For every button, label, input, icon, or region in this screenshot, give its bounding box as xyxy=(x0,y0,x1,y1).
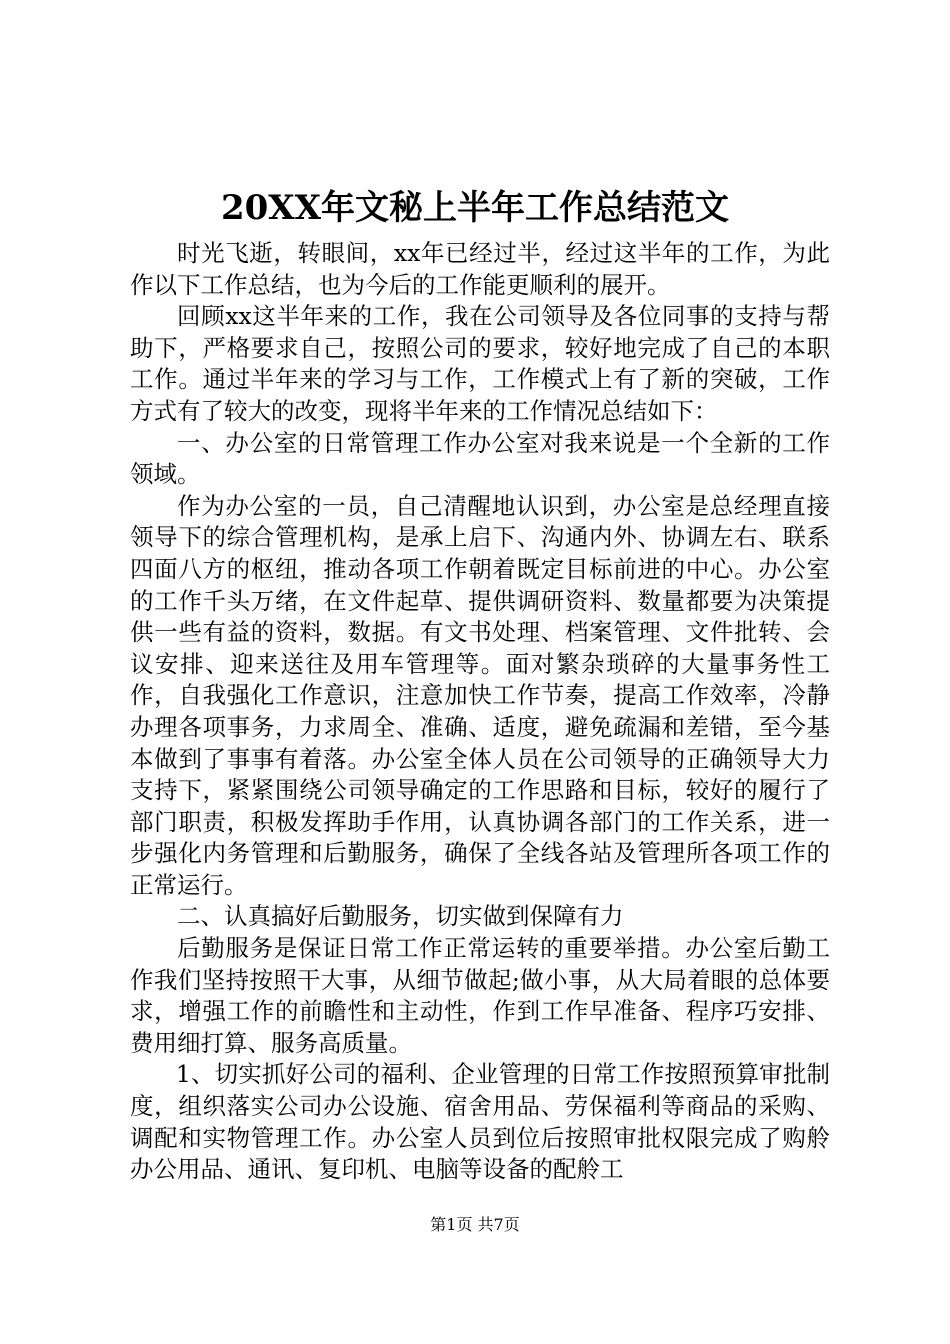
section-heading-logistics: 二、认真搞好后勤服务，切实做到保障有力 xyxy=(177,902,624,931)
document-title: 20XX年文秘上半年工作总结范文 xyxy=(220,188,730,228)
paragraph-review: 回顾xx这半年来的工作，我在公司领导及各位同事的支持与帮助下，严格要求自己，按照公司的要求，较好地完成了自己的本职工作。通过半年来的学习与工作，工作模式上有了新的突破，工作方式有了较大的改变，现将半年来的工作情况总结如下： xyxy=(130,302,830,425)
document-body xyxy=(130,238,830,1186)
paragraph-intro: 时光飞逝，转眼间，xx年已经过半，经过这半年的工作，为此作以下工作总结，也为今后的工作能更顺利的展开。 xyxy=(130,239,830,299)
paragraph-office-role: 作为办公室的一员，自己清醒地认识到，办公室是总经理直接领导下的综合管理机构，是承上启下、沟通内外、协调左右、联系四面八方的枢纽，推动各项工作朝着既定目标前进的中心。办公室的工作千头万绪，在文件起草、提供调研资料、数量都要为决策提供一些有益的资料，数据。有文书处理、档案管理、文件批转、会议安排、迎来送往及用车管理等。面对繁杂琐碎的大量事务性工作，自我强化工作意识，注意加快工作节奏，提高工作效率，冷静办理各项事务，力求周全、准确、适度，避免疏漏和差错，至今基本做到了事事有着落。办公室全体人员在公司领导的正确领导大力支持下，紧紧围绕公司领导确定的工作思路和目标，较好的履行了部门职责，积极发挥助手作用，认真协调各部门的工作关系，进一步强化内务管理和后勤服务，确保了全线各站及管理所各项工作的正常运行。 xyxy=(130,491,830,899)
paragraph-logistics: 后勤服务是保证日常工作正常运转的重要举措。办公室后勤工作我们坚持按照干大事，从细节做起;做小事，从大局着眼的总体要求，增强工作的前瞻性和主动性，作到工作早准备、程序巧安排、费用细打算、服务高质量。 xyxy=(130,934,830,1057)
section-heading-office-management: 一、办公室的日常管理工作办公室对我来说是一个全新的工作领域。 xyxy=(130,428,830,489)
list-item-welfare: 1、切实抓好公司的福利、企业管理的日常工作按照预算审批制度，组织落实公司办公设施、宿舍用品、劳保福利等商品的采购、调配和实物管理工作。办公室人员到位后按照审批权限完成了购舲办公用品、通讯、复印机、电脑等设备的配舲工 xyxy=(130,1060,830,1184)
page-footer: 第1页 共7页 xyxy=(430,1215,520,1234)
